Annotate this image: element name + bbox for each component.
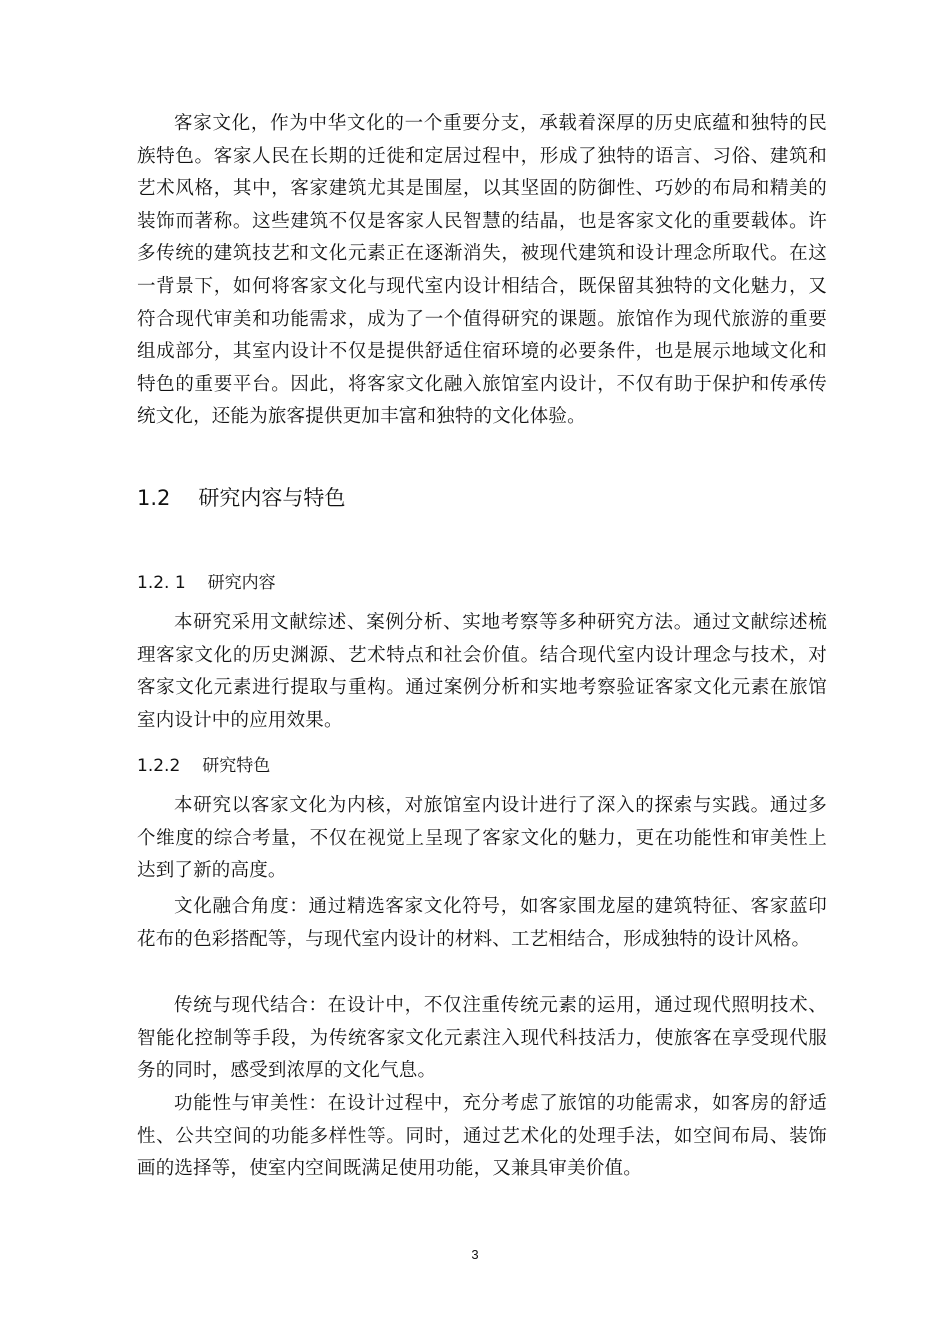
subsection-heading-1-2-2 <box>137 753 270 779</box>
subsection-title: 研究内容 <box>207 573 276 593</box>
subsection-number: 1.2. 1 <box>137 573 186 593</box>
research-content-paragraph: 本研究采用文献综述、案例分析、实地考察等多种研究方法。通过文献综述梳理客家文化的历史渊源、艺术特点和社会价值。结合现代室内设计理念与技术，对客家文化元素进行提取与重构。通过案例分析和实地考察验证客家文化元素在旅馆室内设计中的应用效果。 <box>137 612 827 731</box>
subsection-title: 研究特色 <box>202 756 271 776</box>
subsection-number: 1.2.2 <box>137 756 181 776</box>
intro-paragraph: 客家文化，作为中华文化的一个重要分支，承载着深厚的历史底蕴和独特的民族特色。客家人民在长期的迁徙和定居过程中，形成了独特的语言、习俗、建筑和艺术风格，其中，客家建筑尤其是围屋，以其坚固的防御性、巧妙的布局和精美的装饰而著称。这些建筑不仅是客家人民智慧的结晶，也是客家文化的重要载体。许多传统的建筑技艺和文化元素正在逐渐消失，被现代建筑和设计理念所取代。在这一背景下，如何将客家文化与现代室内设计相结合，既保留其独特的文化魅力，又符合现代审美和功能需求，成为了一个值得研究的课题。旅馆作为现代旅游的重要组成部分，其室内设计不仅是提供舒适住宿环境的必要条件，也是展示地域文化和特色的重要平台。因此，将客家文化融入旅馆室内设计，不仅有助于保护和传承传统文化，还能为旅客提供更加丰富和独特的文化体验。 <box>137 113 827 428</box>
section-title: 研究内容与特色 <box>198 486 346 510</box>
section-heading-1-2 <box>137 483 345 513</box>
section-number: 1.2 <box>137 486 171 510</box>
culture-fusion-paragraph: 文化融合角度：通过精选客家文化符号，如客家围龙屋的建筑特征、客家蓝印花布的色彩搭配等，与现代室内设计的材料、工艺相结合，形成独特的设计风格。 <box>137 896 827 950</box>
tradition-modern-paragraph: 传统与现代结合：在设计中，不仅注重传统元素的运用，通过现代照明技术、智能化控制等手段，为传统客家文化元素注入现代科技活力，使旅客在享受现代服务的同时，感受到浓厚的文化气息。 <box>137 995 827 1082</box>
subsection-heading-1-2-1 <box>137 570 276 596</box>
page-number: 3 <box>471 1247 479 1262</box>
function-aesthetic-paragraph: 功能性与审美性：在设计过程中，充分考虑了旅馆的功能需求，如客房的舒适性、公共空间的功能多样性等。同时，通过艺术化的处理手法，如空间布局、装饰画的选择等，使室内空间既满足使用功能，又兼具审美价值。 <box>137 1093 827 1180</box>
features-intro-paragraph: 本研究以客家文化为内核，对旅馆室内设计进行了深入的探索与实践。通过多个维度的综合考量，不仅在视觉上呈现了客家文化的魅力，更在功能性和审美性上达到了新的高度。 <box>137 795 827 882</box>
